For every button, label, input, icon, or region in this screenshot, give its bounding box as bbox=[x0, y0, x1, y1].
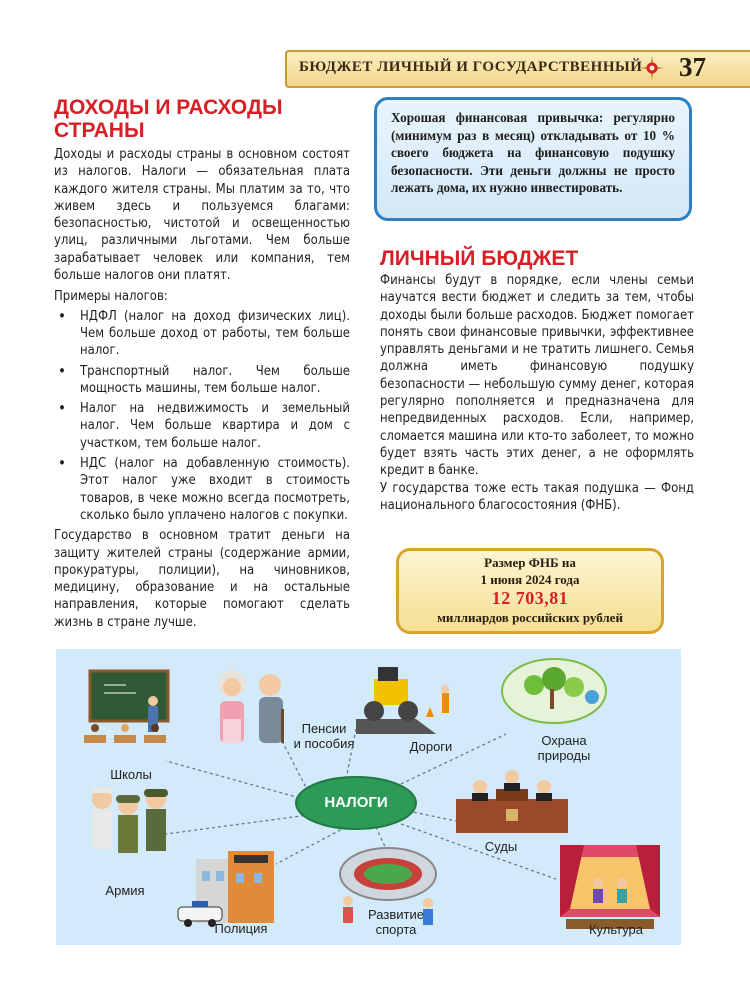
tax-spending-diagram bbox=[56, 649, 681, 945]
label-sport-line2: спорта bbox=[375, 922, 417, 937]
income-heading-line1: ДОХОДЫ И РАСХОДЫ bbox=[54, 96, 283, 119]
personal-budget-heading bbox=[380, 247, 680, 270]
tax-item-transport: • Транспортный налог. Чем больше мощность машины, тем больше налог. bbox=[54, 363, 350, 398]
fnb-box bbox=[396, 548, 664, 634]
police-icon bbox=[178, 851, 274, 927]
roads-icon bbox=[356, 667, 449, 734]
tax-item-ndfl: • НДФЛ (налог на доход физических лиц). Чем больше доход от работы, тем больше налог. bbox=[54, 308, 350, 360]
label-sport-line1: Развитие bbox=[368, 907, 424, 922]
theater-icon bbox=[560, 845, 660, 929]
pensioners-icon bbox=[218, 670, 284, 743]
fnb-line2: 1 июня 2024 года bbox=[480, 572, 580, 587]
nature-icon bbox=[502, 659, 606, 723]
personal-budget-title: ЛИЧНЫЙ БЮДЖЕТ bbox=[380, 247, 579, 270]
army-icon bbox=[92, 787, 168, 853]
fnb-unit: миллиардов российских рублей bbox=[437, 610, 623, 625]
personal-budget-body: Финансы будут в порядке, если члены семьи научатся вести бюджет и следить за тем, чтобы доходы были больше расходов. Бюджет помогает понять свои финансовые привычки, эффективнее управлять деньгами и не тратить лишнего. Семья должна иметь финансовую подушку безопасности — небольшую сумму денег, которая регулярно пополняется и предназначена для непредвиденных расходов. Если, например, сломается машина или кто-то заболеет, то можно будет взять часть этих денег, а не оформлять кредит в банке. bbox=[380, 273, 694, 479]
label-schools: Школы bbox=[110, 767, 152, 782]
label-nature-line2: природы bbox=[537, 748, 591, 763]
tax-item-vat: • НДС (налог на добавленную стоимость). Этот налог уже входит в стоимость товаров, в чеке можно всегда посмотреть, сколько было уплачено налогов с покупки. bbox=[54, 455, 350, 524]
label-culture: Культура bbox=[588, 922, 644, 937]
label-sport bbox=[356, 907, 436, 937]
tip-box bbox=[374, 97, 692, 221]
label-pensions-line1: Пенсии bbox=[301, 721, 347, 736]
court-icon bbox=[456, 770, 568, 833]
label-pensions bbox=[284, 721, 364, 751]
chapter-title: БЮДЖЕТ ЛИЧНЫЙ И ГОСУДАРСТВЕННЫЙ bbox=[299, 59, 643, 75]
income-intro: Доходы и расходы страны в основном состоят из налогов. Налоги — обязательная плата каждого жителя страны. Мы платим за то, что живем здесь и пользуемся благами: безопасностью, чистотой и освещенностью улиц, различными льготами. Чем больше зарабатывает человек или компания, тем больше налогов они платят. bbox=[54, 147, 350, 284]
label-roads: Дороги bbox=[409, 739, 453, 754]
label-army: Армия bbox=[105, 883, 145, 898]
tax-item-property: • Налог на недвижимость и земельный налог. Чем больше квартира и дом с участком, тем больше налог. bbox=[54, 400, 350, 452]
label-courts: Суды bbox=[484, 839, 518, 854]
tip-text: Хорошая финансовая привычка: регулярно (минимум раз в месяц) откладывать от 10 % своего бюджета на финансовую подушку безопасности. Эти деньги должны не просто лежать дома, их нужно инвестировать. bbox=[391, 110, 675, 196]
tax-examples-label: Примеры налогов: bbox=[54, 289, 168, 305]
page-header bbox=[285, 50, 750, 88]
fnb-amount: 12 703,81 bbox=[491, 588, 569, 608]
label-police: Полиция bbox=[214, 921, 268, 936]
income-text bbox=[54, 146, 350, 631]
compass-rose-icon bbox=[640, 56, 664, 80]
income-heading-line2: СТРАНЫ bbox=[54, 119, 145, 142]
taxes-center-label: НАЛОГИ bbox=[324, 794, 388, 811]
fund-text: У государства тоже есть такая подушка — Фонд национального благосостояния (ФНБ). bbox=[380, 480, 694, 513]
label-nature-line1: Охрана bbox=[541, 733, 587, 748]
personal-budget-text bbox=[380, 272, 694, 514]
fnb-line1: Размер ФНБ на bbox=[484, 555, 576, 570]
tax-list bbox=[54, 308, 350, 525]
label-nature bbox=[524, 733, 604, 763]
page-number: 37 bbox=[679, 52, 706, 82]
label-pensions-line2: и пособия bbox=[293, 736, 355, 751]
income-heading bbox=[54, 96, 354, 142]
income-outro: Государство в основном тратит деньги на защиту жителей страны (содержание армии, прокуратуры, полиции), на чиновников, медицину, образование и на остальные направления, которые помогают сделать жизнь в стране лучше. bbox=[54, 528, 350, 630]
school-icon bbox=[84, 671, 168, 743]
